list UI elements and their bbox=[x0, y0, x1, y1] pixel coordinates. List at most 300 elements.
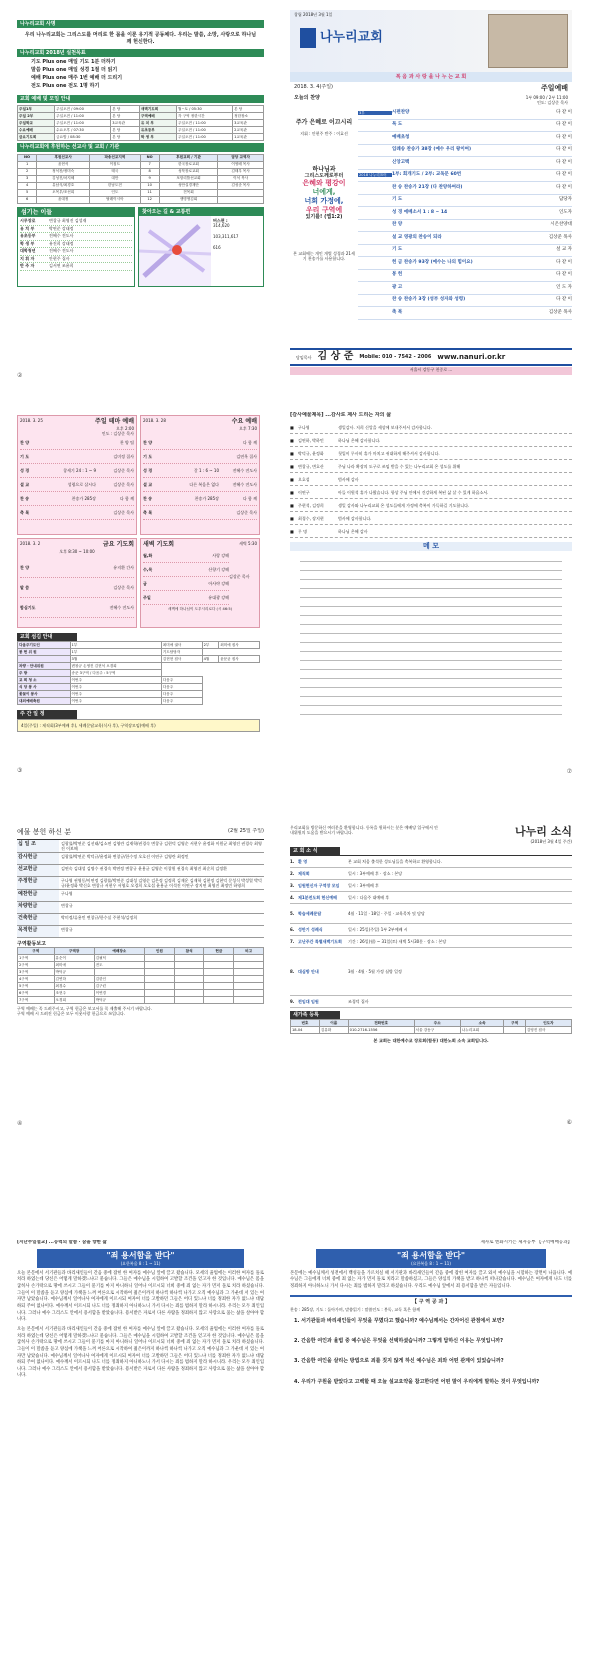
order-item: 1부: 회개기도 / 2부: 교독문 60번 bbox=[392, 172, 462, 178]
pastor-phone: Mobile: 010 - 7542 - 2006 bbox=[359, 353, 432, 360]
thanks-text: 생일 감사와 나누리교회 온 성도들에게 가정에 축복이 가득하길 기도합니다. bbox=[338, 502, 470, 508]
cell-row bbox=[18, 962, 264, 969]
mission-support-cell: 오목우/조선희 bbox=[37, 189, 90, 196]
service-cell: 아사야 강해 bbox=[208, 580, 229, 586]
staff-heading: 섬기는 이들 bbox=[18, 208, 134, 218]
order-row bbox=[358, 307, 572, 320]
memo-line bbox=[300, 679, 562, 688]
map-note-2: 616 bbox=[213, 244, 221, 250]
memo-heading: 메 모 bbox=[290, 542, 572, 551]
news-text: 본 교회 처음 출석한 성도님들을 축복하고 환영합니다. bbox=[348, 859, 442, 864]
thanks-row bbox=[290, 447, 572, 460]
cell-header: 구역장 bbox=[54, 948, 94, 955]
memo-lines bbox=[300, 553, 562, 715]
worship-row bbox=[18, 106, 264, 113]
order-item: 예배초청 bbox=[392, 134, 410, 140]
mission-support-cell: 한남도전 bbox=[90, 182, 140, 189]
order-item: 기 도 bbox=[392, 247, 403, 253]
mission-support-cell: 성북장로교회 bbox=[159, 168, 217, 175]
news-number: 6. bbox=[290, 927, 295, 932]
cell-value bbox=[145, 990, 175, 997]
duty-cell: 김현현 집사 bbox=[161, 656, 202, 663]
cell-value: 6구역 bbox=[18, 990, 55, 997]
thanks-row bbox=[290, 421, 572, 434]
duty-table bbox=[17, 641, 260, 705]
service-cell: 김상준 목사 bbox=[113, 467, 134, 473]
newcomer-header: 전화번호 bbox=[348, 1020, 414, 1027]
cell-value bbox=[234, 962, 264, 969]
news-number: 7. bbox=[290, 939, 295, 944]
cell-value: 김필덕 bbox=[94, 955, 144, 962]
order-item: 찬 송 찬송가 3장 (성부 성자와 성령) bbox=[392, 297, 466, 303]
thanks-text: 첫입이 무사히 휴가 마치고 귀대하게 해주셔서 감사합니다. bbox=[338, 450, 440, 456]
order-item: 찬 양 bbox=[392, 222, 403, 228]
cell-value bbox=[145, 976, 175, 983]
lesson-question: 2. 간음한 여인과 율법 중 예수님은 무엇을 선택하셨습니까? 그렇게 답하신 이유는 무엇입니까? bbox=[294, 1338, 504, 1345]
service-cell: 성 경 bbox=[20, 467, 30, 473]
service-row bbox=[143, 549, 229, 563]
order-row bbox=[358, 282, 572, 295]
motto-line: 너희 가정에, bbox=[304, 196, 344, 205]
goal-heading: 나누리교회 2018년 실천목표 bbox=[17, 49, 264, 57]
service-cell: 김미정 집사 bbox=[113, 453, 134, 459]
service-cell: 산향기 강해 bbox=[208, 566, 229, 572]
newcomer-header: 이름 bbox=[319, 1020, 348, 1027]
verse-title: 주가 은혜로 이끄시리 bbox=[295, 119, 353, 126]
mission-support-cell bbox=[218, 196, 264, 203]
order-person: 인 도 자 bbox=[556, 284, 572, 290]
bus-label: 버스편 : bbox=[213, 217, 228, 223]
motto-line: 은혜와 평강이 bbox=[302, 179, 346, 188]
dawn-box bbox=[140, 538, 260, 628]
sermon-title: "죄 용서함을 받다" bbox=[106, 1250, 175, 1260]
service-cell: 김상준 목사 bbox=[113, 481, 134, 487]
cover-header bbox=[290, 10, 572, 72]
worship-cell: 3교육관 bbox=[111, 120, 140, 127]
duty-row bbox=[18, 684, 260, 691]
goal-item: 예배 Plus one 매주 1번 예배 더 드리기 bbox=[31, 75, 123, 81]
news-number: 5. bbox=[290, 911, 295, 916]
mission-support-cell: 9 bbox=[140, 175, 159, 182]
service-row bbox=[143, 478, 257, 492]
sun-leader: 인도 : 김상준 목사 bbox=[101, 430, 134, 436]
lesson-title-box bbox=[316, 1249, 546, 1268]
newcomer-header: 소속 bbox=[460, 1020, 504, 1027]
lesson-body: 본문에는 예수님께서 성전에서 백성들을 가르치실 때 서기관과 바리새인들이 간음 중에 잡힌 여자를 끌고 와서 예수님을 시험하는 장면이 나옵니다. 예수님은 그들에게 너희 중에 죄 없는 자가 먼저 돌로 치라고 말씀하셨고, 그들은 양심의 가책을 받고 하나씩 떠나갔습니다. 예수님은 여자에게 나도 너를 정죄하지 아니하노니 가서 다시는 죄를 범하지 말라고 하셨습니다. 우리도 예수님 앞에서 죄 용서함을 받은 자들입니다. bbox=[290, 1270, 572, 1289]
order-row bbox=[358, 245, 572, 258]
goal-item: 기도 Plus one 매일 기도 1분 더하기 bbox=[31, 59, 116, 65]
wed-date: 2018. 3. 28 bbox=[143, 418, 166, 423]
worship-cell: 주일오전 / 11:00 bbox=[177, 120, 233, 127]
offering-category: 건축헌금 bbox=[17, 914, 59, 925]
cell-header: 헌금 bbox=[204, 948, 234, 955]
lesson-question: 4. 우리가 구원을 받았다고 고백할 때 오늘 설교요약을 참고한다면 어떤 말이 우리에게 말하는 것이 무엇입니까? bbox=[294, 1378, 540, 1385]
sun-title: 주일 테마 예배 bbox=[95, 418, 134, 425]
thanks-row bbox=[290, 434, 572, 447]
denomination-footer: 본 교회는 대한예수교 장로회(합동) 대한노회 소속 교회입니다. bbox=[373, 1038, 489, 1044]
service-cell: 찬 양 bbox=[20, 564, 30, 570]
offering-category: 선교헌금 bbox=[17, 865, 59, 876]
page-number: ⑦ bbox=[566, 767, 572, 774]
cell-value bbox=[145, 997, 175, 1004]
worship-cell: 1교육관 bbox=[233, 134, 264, 141]
newcomer-header: 주소 bbox=[414, 1020, 460, 1027]
duty-cell: 최미애 권사 bbox=[161, 642, 202, 649]
service-cell: 찬송가 285장 bbox=[194, 495, 219, 501]
newcomer-cell: 010-2716-1556 bbox=[348, 1027, 414, 1034]
mission-support-row bbox=[18, 196, 264, 203]
church-name: 나누리교회 bbox=[320, 30, 383, 45]
service-times: 1부 09:00 / 2부 11:00 bbox=[525, 95, 568, 100]
service-cell: 찬 양 팀 bbox=[119, 439, 134, 445]
service-cell: 창세기 24 : 1 ~ 9 bbox=[63, 467, 96, 473]
cell-value bbox=[234, 969, 264, 976]
mission-text: 우리 나누리교회는 그리스도를 머리로 한 몸을 이룬 유기적 공동체다. 우리는 말씀, 소망, 사랑으로 하나님께 헌신한다. bbox=[24, 32, 257, 45]
news-text: 일시 : 3부예배 후 · 장소 : 본당 bbox=[348, 871, 403, 876]
news-item bbox=[290, 924, 572, 936]
news-number: 9. bbox=[290, 999, 295, 1004]
mission-support-row bbox=[18, 168, 264, 175]
mission-support-table bbox=[17, 154, 264, 204]
cell-table bbox=[17, 947, 264, 1004]
order-item: 입례송 찬송가 38장 (예수 우리 왕이여) bbox=[392, 147, 472, 153]
offering-title: 예물 봉헌 하신 분 bbox=[17, 828, 72, 836]
established-text: 창립 2018년 3월 1일 bbox=[294, 12, 333, 17]
mission-heading: 나누리교회 사명 bbox=[17, 20, 264, 28]
order-item: 봉 헌 bbox=[392, 272, 403, 278]
cell-value bbox=[174, 962, 204, 969]
newcomer-cell: 김영진 집사 bbox=[525, 1027, 571, 1034]
service-row bbox=[20, 558, 134, 578]
memo-line bbox=[300, 580, 562, 589]
news-text: 일시 : 25일(주일) 1부 2부예배 시 bbox=[348, 927, 408, 932]
page-6-news bbox=[290, 825, 572, 1125]
mission-support-cell: 윤현석 bbox=[37, 161, 90, 168]
cell-header: 인원 bbox=[145, 948, 175, 955]
bullet-icon: ■ bbox=[290, 528, 294, 534]
worship-row bbox=[18, 120, 264, 127]
wed-time: 오후 7:30 bbox=[239, 425, 257, 431]
news-item bbox=[290, 892, 572, 904]
service-cell: 전혜수 전도사 bbox=[232, 481, 257, 487]
mission-support-cell: 4 bbox=[18, 182, 37, 189]
dawn-title: 새벽 기도회 bbox=[143, 541, 175, 548]
service-cell: 다른 복음은 없다 bbox=[189, 481, 219, 487]
duty-cell: 이번주 bbox=[70, 684, 161, 691]
cell-value bbox=[174, 955, 204, 962]
news-text: 일시 : 3부예배 후 bbox=[348, 883, 379, 888]
news-item bbox=[290, 936, 572, 948]
dawn-time: 새벽 5:30 bbox=[239, 541, 257, 546]
duty-cell: 식 당 봉 사 bbox=[18, 684, 71, 691]
news-item bbox=[290, 996, 572, 1008]
page-7-sermon bbox=[17, 1240, 264, 1655]
page-5-offerings bbox=[17, 828, 264, 1126]
duty-cell: 1부 bbox=[70, 649, 161, 656]
sun-time: 오후 2:00 bbox=[116, 425, 134, 431]
mission-support-row bbox=[18, 161, 264, 168]
cell-row bbox=[18, 990, 264, 997]
service-title: 주일예배 bbox=[540, 84, 568, 93]
mission-support-row bbox=[18, 182, 264, 189]
service-cell: 김상준 목사 bbox=[113, 584, 134, 590]
service-cell: 말 씀 bbox=[20, 584, 30, 590]
order-person: 다 같 이 bbox=[556, 272, 572, 278]
bullet-icon: ■ bbox=[290, 437, 294, 443]
order-item: 찬 송 찬송가 21장 (다 찬양하여라) bbox=[392, 184, 463, 190]
thanks-name: 김연하, 박하민 bbox=[298, 437, 324, 443]
duty-cell: 변창규 손영진 김현석 오경희 bbox=[70, 663, 161, 670]
news-items bbox=[290, 855, 572, 1008]
order-item: 묵 도 bbox=[392, 122, 403, 128]
map-box bbox=[138, 207, 264, 287]
order-item: 기 도 bbox=[392, 197, 403, 203]
worship-cell: 주일오전 / 11:00 bbox=[55, 113, 111, 120]
memo-line bbox=[300, 625, 562, 634]
offering-row bbox=[17, 853, 264, 865]
service-cell: 다 함 께 bbox=[119, 495, 134, 501]
mission-support-cell: 김성준 목사 bbox=[218, 182, 264, 189]
cover-stripe: 복 음 과 사 랑 을 나 누 는 교 회 bbox=[290, 72, 572, 82]
thanks-row bbox=[290, 512, 572, 525]
staff-row bbox=[20, 226, 132, 234]
order-item: 시편찬양 bbox=[392, 109, 410, 115]
service-row bbox=[20, 598, 134, 618]
cell-row bbox=[18, 969, 264, 976]
worship-cell: 유 치 부 bbox=[139, 120, 176, 127]
cell-row bbox=[18, 955, 264, 962]
map-image bbox=[139, 216, 211, 286]
cell-value bbox=[145, 969, 175, 976]
cell-value bbox=[174, 997, 204, 1004]
cell-value: 2구역 bbox=[18, 962, 55, 969]
order-item: 축 복 bbox=[392, 309, 403, 315]
thanks-row bbox=[290, 486, 572, 499]
news-number: 8. bbox=[290, 969, 295, 974]
service-row bbox=[20, 450, 134, 464]
staff-names: 변창규 최영진 김성재 bbox=[49, 218, 87, 223]
worship-cell: 주일1부 bbox=[18, 106, 55, 113]
cell-value: 김한인 bbox=[94, 976, 144, 983]
mission-support-cell: 3 bbox=[18, 175, 37, 182]
duty-cell bbox=[18, 656, 71, 663]
order-row bbox=[358, 157, 572, 170]
service-cell: 찬 양 bbox=[20, 439, 30, 445]
memo-line bbox=[300, 607, 562, 616]
cell-value bbox=[204, 962, 234, 969]
staff-row bbox=[20, 263, 132, 271]
cell-header: 비고 bbox=[234, 948, 264, 955]
map-drawing bbox=[139, 216, 211, 286]
staff-role: 지 휘 자 bbox=[20, 255, 35, 261]
news-intro: 우리교회를 방문하신 여러분을 환영합니다. 등록을 원하시는 분은 예배당 입구에서 안내위원의 도움을 받으시기 바랍니다. bbox=[290, 825, 438, 835]
pastor-name: 김 상 준 bbox=[317, 350, 354, 362]
order-row bbox=[358, 270, 572, 283]
duty-row bbox=[18, 670, 260, 677]
duty-heading: 교회 섬김 안내 bbox=[17, 633, 77, 641]
goal-list bbox=[17, 57, 264, 93]
offering-row bbox=[17, 902, 264, 914]
staff-names: 김서연 조윤희 bbox=[49, 263, 74, 268]
worship-cell: 수요오후 / 07:30 bbox=[55, 127, 111, 134]
offering-names: 박미정/류용민 변창규/한수실 주현석/김정희 bbox=[61, 914, 138, 920]
order-row bbox=[358, 220, 572, 233]
offering-row bbox=[17, 926, 264, 938]
worship-cell: 새벽기도회 bbox=[139, 106, 176, 113]
mission-support-cell: 태국 bbox=[90, 168, 140, 175]
newcomer-header: 번호 bbox=[291, 1020, 320, 1027]
cell-header: 참석 bbox=[174, 948, 204, 955]
mission-support-cell: 이석 목사 bbox=[218, 175, 264, 182]
order-item: 신앙고백 bbox=[392, 159, 410, 165]
thanks-text: 주님 나라 확장의 도구로 쓰임 받을 수 있는 나누리교회 온 성도를 위해 bbox=[338, 463, 461, 469]
staff-row bbox=[20, 218, 132, 226]
cell-value: 이연경 bbox=[94, 990, 144, 997]
service-cell: 찬 양 bbox=[143, 439, 153, 445]
cell-value bbox=[145, 962, 175, 969]
worship-cell: 구역예배 bbox=[139, 113, 176, 120]
logo-mark bbox=[300, 28, 316, 48]
offering-row bbox=[17, 840, 264, 853]
news-label: 제1분전도회 헌신예배 bbox=[298, 895, 337, 900]
memo-line bbox=[300, 562, 562, 571]
service-cell: 갈 1 : 6 ~ 10 bbox=[193, 467, 219, 473]
thanks-text: 생일감사. 저희 신앙을 세상에 보내주셔서 감사합니다. bbox=[338, 424, 432, 430]
page-number: ③ bbox=[17, 766, 23, 773]
service-cell: 성령으로 삽시다 bbox=[67, 481, 96, 487]
service-cell: 찬송가 285장 bbox=[71, 495, 96, 501]
offering-row bbox=[17, 914, 264, 926]
cell-value bbox=[234, 955, 264, 962]
news-number: 2. bbox=[290, 871, 295, 876]
news-label: 임원헌신자 구역장 모임 bbox=[298, 883, 340, 888]
lesson-question: 1. 서기관들과 바리새인들이 무엇을 꾸몄다고 했습니까? 예수님께서는 간자어신 관점에서 보면? bbox=[294, 1317, 505, 1324]
news-text: 조경덕 집사 bbox=[348, 999, 369, 1004]
cell-value bbox=[145, 983, 175, 990]
motto-line: 우리 구역에 bbox=[305, 205, 343, 214]
order-item: 설 교 영광의 찬송이 되라 bbox=[392, 234, 442, 240]
bus-numbers: 314,620 bbox=[213, 222, 230, 228]
service-cell: 다 함 께 bbox=[242, 439, 257, 445]
worship-cell: 본 당 bbox=[111, 127, 140, 134]
duty-cell: 다음주 bbox=[161, 698, 202, 705]
memo-line bbox=[300, 598, 562, 607]
offering-names: 구나영 bbox=[61, 890, 73, 896]
order-row bbox=[358, 145, 572, 158]
service-row bbox=[20, 578, 134, 598]
lesson-subheading: 【 구 역 공 과 】 bbox=[290, 1295, 572, 1305]
service-row bbox=[143, 577, 229, 591]
memo-line bbox=[300, 643, 562, 652]
mission-support-cell: 5 bbox=[18, 189, 37, 196]
staff-names: 박연준 강태정 bbox=[49, 225, 74, 231]
cell-footnote: 구역 예배 시 드려진 헌금은 모두 이웃사랑 헌금으로 쓰입니다. bbox=[17, 1011, 126, 1016]
mission-support-header: 후원선교사 bbox=[37, 154, 90, 161]
order-tag: 2018 나누리표어 bbox=[358, 173, 392, 177]
staff-row bbox=[20, 248, 132, 256]
news-subtitle: (2018년 3월 4일 주간) bbox=[530, 838, 572, 844]
news-label: 제직회 bbox=[298, 871, 310, 876]
bullet-icon: ■ bbox=[290, 463, 294, 469]
staff-box bbox=[17, 207, 135, 287]
sermon-body-continued: 오늘 본문에서 서기관들과 바리새인들이 간음 중에 잡힌 한 여자를 예수님 앞에 끌고 왔습니다. 모세의 율법에는 이러한 여자를 돌로 치라 하였는데 당신은 어떻게 말하겠느냐고 묻습니다. 그들은 예수님을 시험하여 고발할 조건을 얻고자 한 것입니다. 예수님은 몸을 굽히사 손가락으로 땅에 쓰시고 그들이 묻기를 마지 아니하니 일어나 이르시되 너희 중에 죄 없는 자가 먼저 돌로 치라 하셨습니다. 그들이 이 말씀을 듣고 양심에 가책을 느껴 어른으로 시작하여 젊은이까지 하나씩 하나씩 나가고 오직 예수님과 그 가운데 서 있는 여자만 남았습니다. 예수님께서 일어나사 여자에게 이르시되 여자여 너를 고발하던 그들은 어디 있느냐 너를 정죄한 자가 없느냐 대답하되 주여 없나이다. 예수께서 이르시되 나도 너를 정죄하지 아니하노니 가서 다시는 죄를 범하지 말라 하시니라. 우리는 모두 죄인입니다. 그러나 예수 그리스도 안에서 용서함을 받았습니다. 용서받은 자로서 다른 사람을 정죄하지 않고 사랑으로 품는 삶을 살아야 합니다. bbox=[17, 1326, 264, 1379]
page-number: ⑥ bbox=[566, 1118, 572, 1125]
service-cell: 전혜수 전도사 bbox=[109, 604, 134, 610]
memo-line bbox=[300, 553, 562, 562]
memo-line bbox=[300, 634, 562, 643]
bullet-icon: ■ bbox=[290, 476, 294, 482]
thanks-name: 박덕규, 윤정화 bbox=[298, 450, 324, 456]
motto-line: 그리스도께로부터 bbox=[304, 173, 344, 179]
service-cell: 유대광 강해 bbox=[208, 594, 229, 600]
cell-value bbox=[174, 983, 204, 990]
mission-support-header: NO bbox=[140, 154, 159, 161]
offering-category: 예찬헌금 bbox=[17, 890, 59, 901]
worship-cell: 주일오전 / 11:00 bbox=[55, 120, 111, 127]
memo-line bbox=[300, 661, 562, 670]
duty-cell: 주 방 bbox=[18, 670, 71, 677]
mission-support-cell: 성안실경재단 bbox=[159, 182, 217, 189]
staff-names: 안현주 집사 bbox=[49, 255, 70, 261]
church-website[interactable]: www.nanuri.or.kr bbox=[437, 352, 506, 361]
worship-cell: 3교육관 bbox=[233, 120, 264, 127]
order-row bbox=[358, 120, 572, 133]
duty-row bbox=[18, 649, 260, 656]
service-row bbox=[143, 436, 257, 450]
offering-row bbox=[17, 865, 264, 877]
cell-value: 4구역 bbox=[18, 976, 55, 983]
service-cell: 사랑 강해 bbox=[212, 552, 229, 558]
cell-value: 7구역 bbox=[18, 997, 55, 1004]
mission-support-cell: 탈레이시아 bbox=[90, 196, 140, 203]
sermon-title-box bbox=[37, 1249, 244, 1268]
cell-value bbox=[94, 969, 144, 976]
newcomer-heading: 새가족 등록 bbox=[290, 1011, 340, 1019]
offering-row bbox=[17, 877, 264, 890]
order-person: 담당자 bbox=[558, 197, 572, 203]
mission-support-cell: 8 bbox=[140, 168, 159, 175]
cell-value: 유순이 bbox=[54, 955, 94, 962]
mission-support-cell: 7 bbox=[140, 161, 159, 168]
order-row bbox=[358, 232, 572, 245]
mission-support-cell: 생명생김회 bbox=[159, 196, 217, 203]
duty-cell: 교 회 청 소 bbox=[18, 677, 71, 684]
cell-value: 3구역 bbox=[18, 969, 55, 976]
order-row bbox=[358, 132, 572, 145]
order-person: 다 같 이 bbox=[556, 159, 572, 165]
order-person: 다 같 이 bbox=[556, 134, 572, 140]
cell-value bbox=[234, 990, 264, 997]
lesson-reference: (요한복음 8 : 1 ~ 11) bbox=[411, 1260, 451, 1266]
sermon-reference: (요한복음 8 : 1 ~ 11) bbox=[120, 1260, 161, 1266]
staff-role: 대학청년 bbox=[20, 248, 36, 253]
map-note: 103,311,617 bbox=[213, 233, 239, 239]
thanks-row bbox=[290, 473, 572, 486]
order-row bbox=[358, 295, 572, 308]
cell-value: 박덕규 bbox=[94, 997, 144, 1004]
duty-cell: 이번주 bbox=[70, 677, 161, 684]
service-row bbox=[143, 450, 257, 464]
duty-cell: 3월 bbox=[70, 656, 161, 663]
news-item bbox=[290, 856, 572, 868]
cell-value bbox=[204, 997, 234, 1004]
memo-line bbox=[300, 670, 562, 679]
worship-row bbox=[18, 127, 264, 134]
staff-role: 시무장로 bbox=[20, 218, 36, 223]
service-cell: 기 도 bbox=[20, 453, 30, 459]
news-label: 대심방 안내 bbox=[298, 969, 319, 974]
page-4-thanks bbox=[290, 412, 572, 774]
